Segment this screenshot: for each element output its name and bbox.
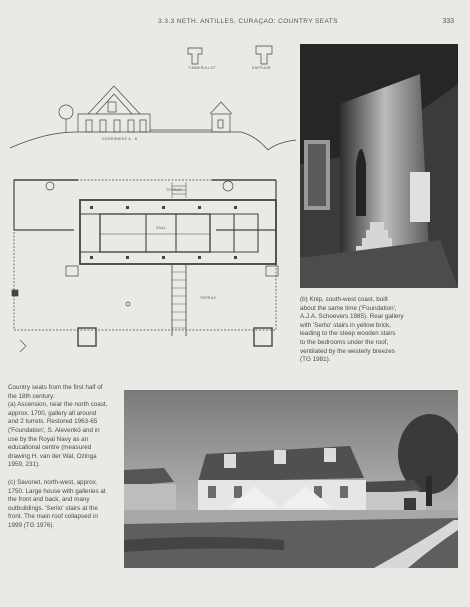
plan-and-elevation-svg bbox=[6, 40, 296, 370]
chapter-title: 3.3.3 NETH. ANTILLES, CURAÇAO: COUNTRY SEATS bbox=[158, 18, 338, 25]
running-header bbox=[0, 18, 470, 30]
page-number: 333 bbox=[442, 18, 454, 25]
caption-b-line: about the same time ('Foundation', bbox=[300, 304, 397, 312]
caption-b-line: with 'Serlio' stairs in yellow brick, bbox=[300, 321, 391, 329]
caption-a-line: 1959, 231). bbox=[8, 461, 40, 469]
caption-c-line: the front and back, and many bbox=[8, 496, 90, 504]
caption-a-line: ('Foundation', S. Alevenkó and in bbox=[8, 426, 100, 434]
caption-b-line: to the bedrooms under the roof, bbox=[300, 338, 389, 346]
architectural-drawing-ascension bbox=[6, 40, 296, 370]
label-detail-right: KAPFUUR bbox=[252, 66, 271, 70]
caption-a-line: drawing H. van der Wal, Ozinga bbox=[8, 452, 97, 460]
label-elevation: DOORSNEDE A - B bbox=[102, 137, 138, 141]
label-hall: ZAAL bbox=[156, 226, 166, 230]
caption-a-line: use by the Royal Navy as an bbox=[8, 435, 89, 443]
label-detail-left: TIMMERVLLOT bbox=[188, 66, 217, 70]
photo-savonet-house bbox=[124, 390, 458, 568]
caption-b-line: A.J.A. Schoevers 1985). Rear gallery bbox=[300, 313, 404, 321]
caption-left-column bbox=[8, 384, 122, 531]
caption-b-line: leading to the steep wooden stairs bbox=[300, 330, 396, 338]
caption-c-line: (c) Savonet, north-west, approx. bbox=[8, 478, 98, 486]
caption-b-line: (TG 1981). bbox=[300, 356, 331, 364]
caption-a-line: educational centre (measured bbox=[8, 444, 92, 452]
label-terrace-bottom: TERRAS bbox=[200, 296, 216, 300]
label-terrace-top: TERRAS bbox=[166, 188, 182, 192]
caption-a-line: and 2 turrets. Restored 1963-65 bbox=[8, 418, 98, 426]
caption-c-line: outbuildings. 'Serlio' stairs at the bbox=[8, 504, 98, 512]
caption-a-line: approx. 1700, gallery all around bbox=[8, 409, 97, 417]
caption-c-line: 1750. Large house with galleries at bbox=[8, 487, 106, 495]
caption-a-line: (a) Ascension, near the north coast, bbox=[8, 401, 108, 409]
caption-c-line: front. The main roof collapsed in bbox=[8, 513, 98, 521]
caption-b bbox=[300, 296, 458, 365]
caption-b-line: ventilated by the westerly breezes bbox=[300, 347, 395, 355]
caption-intro-line: the 18th century: bbox=[8, 392, 55, 400]
caption-spacer bbox=[8, 470, 122, 479]
caption-b-line: (b) Knip, south-west coast, built bbox=[300, 296, 388, 303]
caption-c-line: 1999 (TG 1976). bbox=[8, 521, 55, 529]
photo-knip-gallery bbox=[300, 44, 458, 288]
caption-intro-line: Country seats from the first half of bbox=[8, 384, 103, 391]
